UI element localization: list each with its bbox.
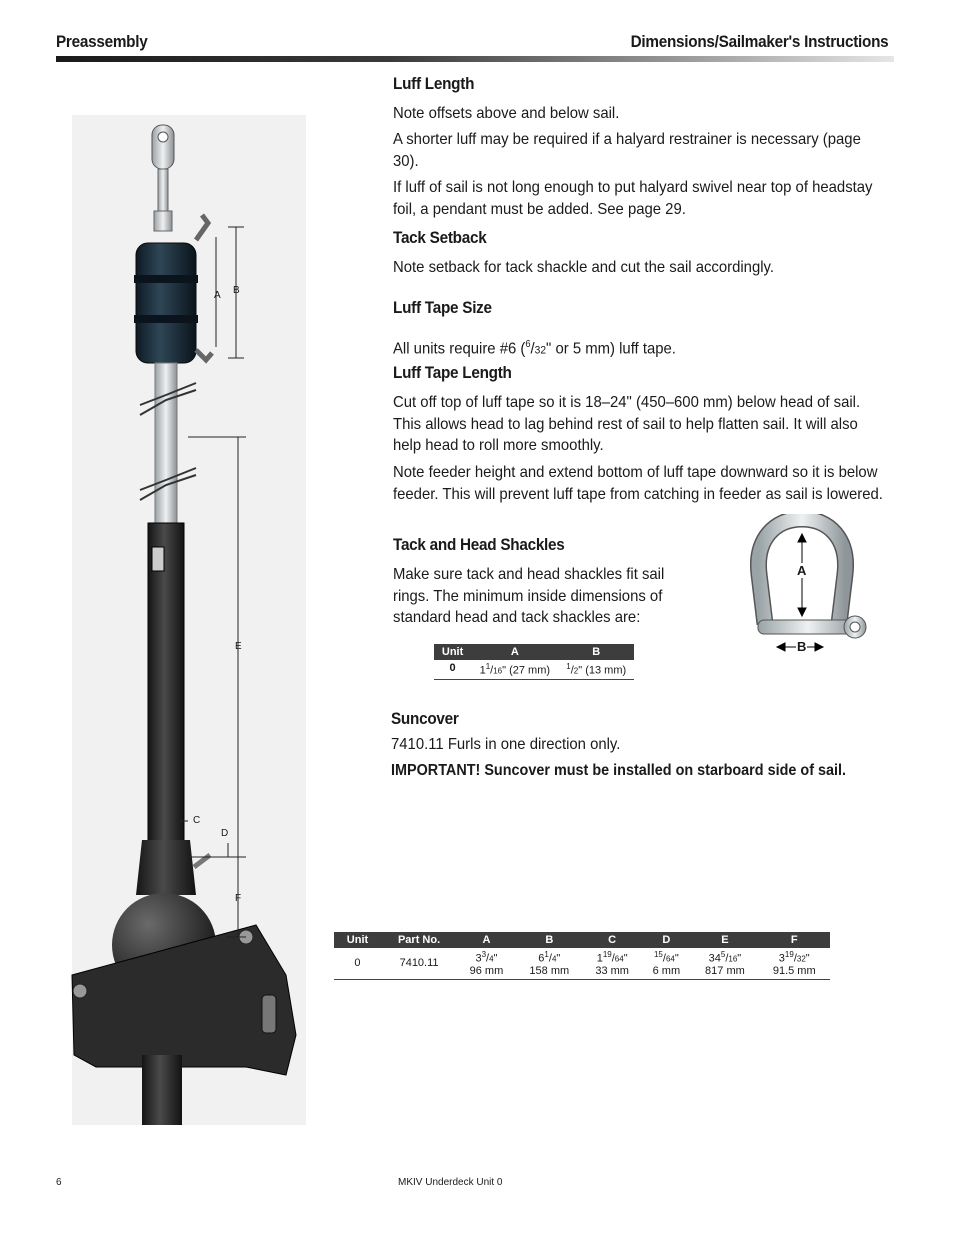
label-a: A bbox=[214, 290, 221, 301]
suncover-heading: Suncover bbox=[391, 709, 459, 728]
label-d: D bbox=[221, 828, 229, 839]
header-rule bbox=[56, 56, 894, 62]
dim-col-e: E bbox=[691, 932, 758, 948]
tack-setback-p1: Note setback for tack shackle and cut the sail accordingly. bbox=[393, 259, 775, 276]
shackles-heading: Tack and Head Shackles bbox=[393, 535, 565, 554]
shackle-diagram bbox=[745, 514, 875, 656]
suncover-important: IMPORTANT! Suncover must be installed on starboard side of sail. bbox=[391, 762, 847, 779]
label-f: F bbox=[235, 893, 242, 904]
dim-col-c: C bbox=[583, 932, 642, 948]
suncover-p1: 7410.11 Furls in one direction only. bbox=[391, 736, 621, 753]
luff-tape-size-p1: All units require #6 ($^6$/32" or 5 mm) luff tape. bbox=[393, 339, 676, 358]
luff-length-heading: Luff Length bbox=[393, 74, 475, 93]
table-row: 0 $1^1/16$" (27 mm) $^1$/2" (13 mm) bbox=[434, 660, 634, 679]
unit-dimensions-table bbox=[334, 932, 830, 980]
dim-col-part: Part No. bbox=[381, 932, 457, 948]
shackle-col-b: B bbox=[558, 644, 634, 660]
dim-col-f: F bbox=[759, 932, 831, 948]
dim-col-d: D bbox=[641, 932, 691, 948]
label-e: E bbox=[235, 641, 242, 652]
luff-length-section bbox=[393, 74, 893, 94]
luff-tape-size-heading: Luff Tape Size bbox=[393, 298, 492, 317]
luff-length-p3: If luff of sail is not long enough to put halyard swivel near top of headstay foil, a pendant must be added. See page 29. bbox=[393, 179, 873, 218]
luff-tape-length-heading: Luff Tape Length bbox=[393, 363, 512, 382]
shackle-col-unit: Unit bbox=[434, 644, 471, 660]
furler-illustration bbox=[56, 115, 316, 1125]
table-row: 0 7410.11 $3^3/4$" 96 mm $6^1/4$" 158 mm $1^{19}/64$" 33 mm $^{15}$/64" 6 mm $34^5/16$" 817 mm $3^{19}/32$" 91.5 mm bbox=[334, 948, 830, 979]
header-section-title: Preassembly bbox=[56, 32, 148, 51]
shackle-col-a: A bbox=[471, 644, 558, 660]
header-chapter-title: Dimensions/Sailmaker's Instructions bbox=[630, 32, 888, 51]
shackle-label-b: B bbox=[797, 639, 807, 654]
luff-length-p2: A shorter luff may be required if a halyard restrainer is necessary (page 30). bbox=[393, 131, 861, 170]
luff-tape-length-p1: Cut off top of luff tape so it is 18–24" (450–600 mm) below head of sail. This allows head to lag behind rest of sail to help flatten sail. It will also help head to roll more smoothly. bbox=[393, 394, 861, 454]
luff-length-p1: Note offsets above and below sail. bbox=[393, 105, 620, 122]
shackle-label-a: A bbox=[797, 563, 807, 578]
dim-col-unit: Unit bbox=[334, 932, 381, 948]
dim-col-b: B bbox=[516, 932, 583, 948]
page-number: 6 bbox=[56, 1177, 62, 1188]
label-c: C bbox=[193, 815, 201, 826]
shackle-dimensions-table bbox=[434, 644, 634, 680]
tack-setback-heading: Tack Setback bbox=[393, 228, 487, 247]
luff-tape-length-p2: Note feeder height and extend bottom of luff tape downward so it is below feeder. This will prevent luff tape from catching in feeder as sail is lowered. bbox=[393, 464, 883, 503]
dim-col-a: A bbox=[457, 932, 516, 948]
footer-title: MKIV Underdeck Unit 0 bbox=[398, 1177, 503, 1188]
label-b: B bbox=[233, 285, 240, 296]
shackles-p1: Make sure tack and head shackles fit sail rings. The minimum inside dimensions of standard head and tack shackles are: bbox=[393, 566, 665, 626]
